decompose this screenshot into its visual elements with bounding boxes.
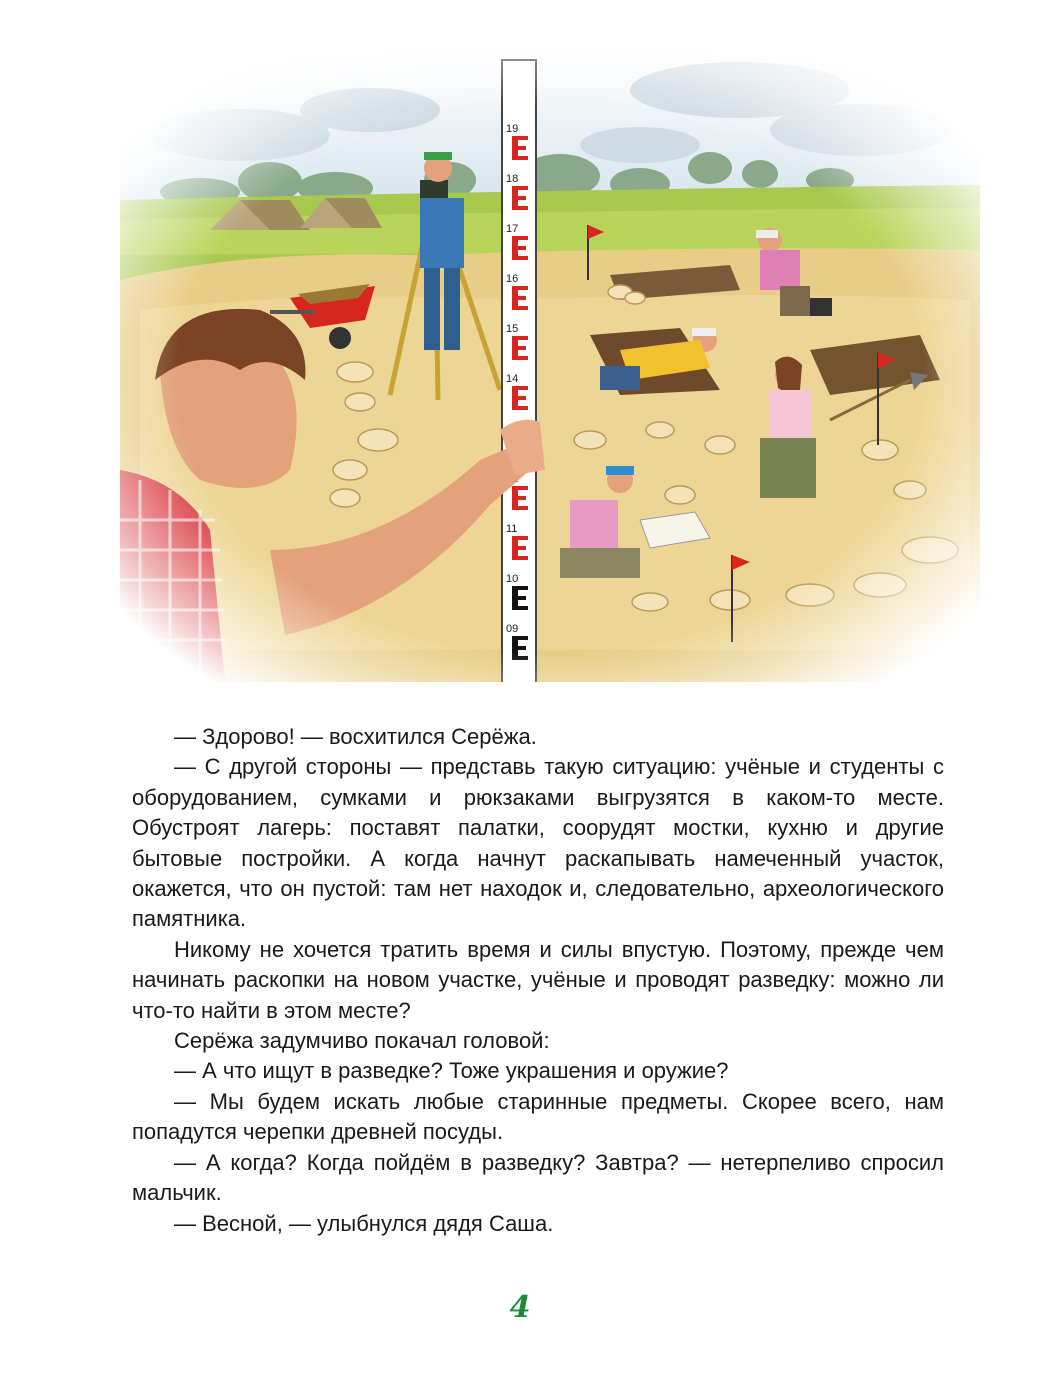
page-number: 4 bbox=[509, 1290, 531, 1325]
paragraph: — Здорово! — восхитился Серёжа. bbox=[174, 724, 537, 749]
paragraph: Серёжа задумчиво покачал головой: bbox=[174, 1028, 550, 1054]
paragraph: Никому не хочется тратить время и силы впустую. Поэтому, прежде чем начинать раскопки на новом участке, учёные и проводят разведку: можно ли что-то найти в этом месте? bbox=[132, 936, 944, 1023]
story-text bbox=[132, 722, 944, 1239]
paragraph: — Мы будем искать любые старинные предметы. Скорее всего, нам попадутся черепки древней посуды. bbox=[132, 1088, 944, 1145]
paragraph: — С другой стороны — представь такую ситуацию: учёные и студенты с оборудованием, сумками и рюкзаками выгрузятся в каком-то месте. Обустроят лагерь: поставят палатки, соорудят мостки, кухню и другие бытовые постройки. А когда начнут раскапывать намеченный участок, окажется, что он пустой: там нет находок и, следовательно, археологического памятника. bbox=[132, 754, 944, 932]
paragraph: — А когда? Когда пойдём в разведку? Завтра? — нетерпеливо спросил мальчик. bbox=[132, 1149, 944, 1206]
paragraph: — Весной, — улыбнулся дядя Саша. bbox=[174, 1210, 554, 1236]
excavation-illustration bbox=[120, 50, 980, 682]
paragraph: — А что ищут в разведке? Тоже украшения и оружие? bbox=[174, 1058, 729, 1084]
